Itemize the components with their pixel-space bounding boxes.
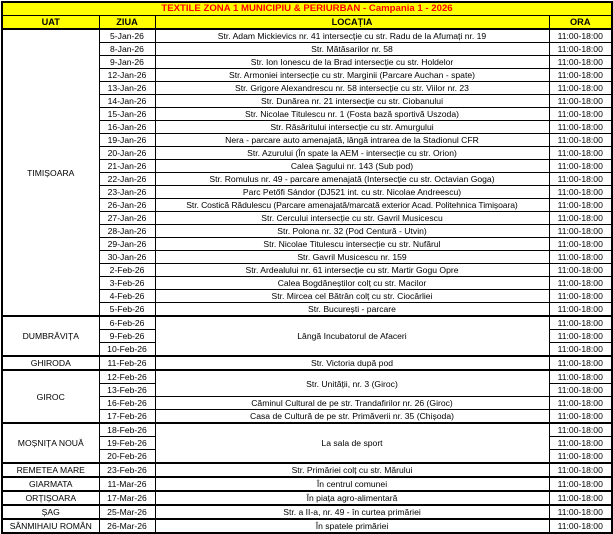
column-header-ora: ORA	[549, 16, 612, 30]
time-cell: 11:00-18:00	[549, 491, 612, 505]
date-cell: 26-Mar-26	[99, 519, 155, 533]
date-cell: 26-Jan-26	[99, 199, 155, 212]
table-title: TEXTILE ZONA 1 MUNICIPIU & PERIURBAN - Campania 1 - 2026	[2, 2, 612, 16]
location-cell: În spatele primăriei	[155, 519, 549, 533]
table-row	[2, 356, 612, 370]
table-row	[2, 491, 612, 505]
table-row	[2, 463, 612, 477]
time-cell: 11:00-18:00	[549, 160, 612, 173]
time-cell: 11:00-18:00	[549, 199, 612, 212]
time-cell: 11:00-18:00	[549, 264, 612, 277]
column-header-ziua: ZIUA	[99, 16, 155, 30]
date-cell: 10-Feb-26	[99, 343, 155, 357]
date-cell: 20-Jan-26	[99, 147, 155, 160]
location-cell: Str. Gavril Musicescu nr. 159	[155, 251, 549, 264]
time-cell: 11:00-18:00	[549, 277, 612, 290]
location-cell: Str. Azurului (În spate la AEM - intersecție cu str. Orion)	[155, 147, 549, 160]
location-cell: În piața agro-alimentară	[155, 491, 549, 505]
date-cell: 17-Mar-26	[99, 491, 155, 505]
location-cell: Calea Șagului nr. 143 (Sub pod)	[155, 160, 549, 173]
date-cell: 16-Jan-26	[99, 121, 155, 134]
time-cell: 11:00-18:00	[549, 423, 612, 437]
date-cell: 25-Mar-26	[99, 505, 155, 519]
uat-cell: ORȚIȘOARA	[2, 491, 99, 505]
date-cell: 5-Feb-26	[99, 303, 155, 317]
time-cell: 11:00-18:00	[549, 95, 612, 108]
uat-cell: REMETEA MARE	[2, 463, 99, 477]
location-cell: Str. Grigore Alexandrescu nr. 58 intersecție cu str. Viilor nr. 23	[155, 82, 549, 95]
table-row	[2, 316, 612, 330]
time-cell: 11:00-18:00	[549, 370, 612, 384]
date-cell: 9-Feb-26	[99, 330, 155, 343]
date-cell: 13-Feb-26	[99, 384, 155, 397]
table-row	[2, 29, 612, 43]
location-cell: Str. Răsăritului intersecție cu str. Amurgului	[155, 121, 549, 134]
date-cell: 4-Feb-26	[99, 290, 155, 303]
date-cell: 29-Jan-26	[99, 238, 155, 251]
time-cell: 11:00-18:00	[549, 316, 612, 330]
location-cell: Casa de Cultură de pe str. Primăverii nr. 35 (Chișoda)	[155, 410, 549, 424]
time-cell: 11:00-18:00	[549, 121, 612, 134]
time-cell: 11:00-18:00	[549, 147, 612, 160]
time-cell: 11:00-18:00	[549, 505, 612, 519]
location-cell: Str. Cercului intersecție cu str. Gavril Musicescu	[155, 212, 549, 225]
location-cell: Str. a II-a, nr. 49 - în curtea primăriei	[155, 505, 549, 519]
time-cell: 11:00-18:00	[549, 134, 612, 147]
date-cell: 3-Feb-26	[99, 277, 155, 290]
date-cell: 5-Jan-26	[99, 29, 155, 43]
location-cell: În centrul comunei	[155, 477, 549, 491]
date-cell: 14-Jan-26	[99, 95, 155, 108]
time-cell: 11:00-18:00	[549, 450, 612, 464]
schedule-body	[2, 29, 612, 533]
column-header-locatia: LOCAȚIA	[155, 16, 549, 30]
time-cell: 11:00-18:00	[549, 463, 612, 477]
time-cell: 11:00-18:00	[549, 384, 612, 397]
location-cell: Calea Bogdăneștilor colț cu str. Macilor	[155, 277, 549, 290]
location-cell: Str. Armoniei intersecție cu str. Marginii (Parcare Auchan - spate)	[155, 69, 549, 82]
location-cell: La sala de sport	[155, 423, 549, 463]
date-cell: 28-Jan-26	[99, 225, 155, 238]
date-cell: 6-Feb-26	[99, 316, 155, 330]
uat-cell: SÂNMIHAIU ROMÂN	[2, 519, 99, 533]
date-cell: 12-Feb-26	[99, 370, 155, 384]
location-cell: Str. Polona nr. 32 (Pod Centură - Utvin)	[155, 225, 549, 238]
time-cell: 11:00-18:00	[549, 477, 612, 491]
table-row	[2, 519, 612, 533]
date-cell: 27-Jan-26	[99, 212, 155, 225]
location-cell: Str. Ion Ionescu de la Brad intersecție cu str. Holdelor	[155, 56, 549, 69]
time-cell: 11:00-18:00	[549, 225, 612, 238]
date-cell: 13-Jan-26	[99, 82, 155, 95]
schedule-sheet	[0, 1, 612, 531]
date-cell: 8-Jan-26	[99, 43, 155, 56]
location-cell: Str. Costică Rădulescu (Parcare amenajată/marcată exterior Acad. Politehnica Timișoara)	[155, 199, 549, 212]
time-cell: 11:00-18:00	[549, 330, 612, 343]
date-cell: 30-Jan-26	[99, 251, 155, 264]
table-row	[2, 477, 612, 491]
time-cell: 11:00-18:00	[549, 356, 612, 370]
time-cell: 11:00-18:00	[549, 251, 612, 264]
location-cell: Str. Mircea cel Bătrân colț cu str. Ciocârliei	[155, 290, 549, 303]
date-cell: 15-Jan-26	[99, 108, 155, 121]
location-cell: Str. Unității, nr. 3 (Giroc)	[155, 370, 549, 397]
time-cell: 11:00-18:00	[549, 212, 612, 225]
time-cell: 11:00-18:00	[549, 437, 612, 450]
location-cell: Str. Adam Mickievics nr. 41 intersecție cu str. Radu de la Afumați nr. 19	[155, 29, 549, 43]
title-row	[2, 2, 612, 16]
time-cell: 11:00-18:00	[549, 290, 612, 303]
time-cell: 11:00-18:00	[549, 82, 612, 95]
uat-cell: GIROC	[2, 370, 99, 423]
location-cell: Căminul Cultural de pe str. Trandafirilor nr. 26 (Giroc)	[155, 397, 549, 410]
time-cell: 11:00-18:00	[549, 343, 612, 357]
time-cell: 11:00-18:00	[549, 56, 612, 69]
time-cell: 11:00-18:00	[549, 519, 612, 533]
location-cell: Str. Nicolae Titulescu intersecție cu str. Nufărul	[155, 238, 549, 251]
date-cell: 18-Feb-26	[99, 423, 155, 437]
time-cell: 11:00-18:00	[549, 186, 612, 199]
location-cell: Str. București - parcare	[155, 303, 549, 317]
date-cell: 17-Feb-26	[99, 410, 155, 424]
date-cell: 21-Jan-26	[99, 160, 155, 173]
table-row	[2, 423, 612, 437]
location-cell: Str. Romulus nr. 49 - parcare amenajată (Intersecție cu str. Octavian Goga)	[155, 173, 549, 186]
date-cell: 23-Feb-26	[99, 463, 155, 477]
date-cell: 16-Feb-26	[99, 397, 155, 410]
location-cell: Str. Ardealului nr. 61 intersecție cu str. Martir Gogu Opre	[155, 264, 549, 277]
table-row	[2, 505, 612, 519]
time-cell: 11:00-18:00	[549, 69, 612, 82]
time-cell: 11:00-18:00	[549, 303, 612, 317]
date-cell: 11-Feb-26	[99, 356, 155, 370]
uat-cell: MOȘNIȚA NOUĂ	[2, 423, 99, 463]
header-row	[2, 16, 612, 30]
location-cell: Nera - parcare auto amenajată, lângă intrarea de la Stadionul CFR	[155, 134, 549, 147]
uat-cell: GHIRODA	[2, 356, 99, 370]
location-cell: Str. Victoria după pod	[155, 356, 549, 370]
date-cell: 9-Jan-26	[99, 56, 155, 69]
date-cell: 20-Feb-26	[99, 450, 155, 464]
date-cell: 23-Jan-26	[99, 186, 155, 199]
location-cell: Str. Nicolae Titulescu nr. 1 (Fosta bază sportivă Uszoda)	[155, 108, 549, 121]
time-cell: 11:00-18:00	[549, 238, 612, 251]
time-cell: 11:00-18:00	[549, 43, 612, 56]
time-cell: 11:00-18:00	[549, 173, 612, 186]
location-cell: Str. Mătăsarilor nr. 58	[155, 43, 549, 56]
textile-collection-schedule-table	[1, 1, 613, 534]
date-cell: 19-Jan-26	[99, 134, 155, 147]
time-cell: 11:00-18:00	[549, 397, 612, 410]
time-cell: 11:00-18:00	[549, 410, 612, 424]
uat-cell: GIARMATA	[2, 477, 99, 491]
date-cell: 12-Jan-26	[99, 69, 155, 82]
location-cell: Lângă Incubatorul de Afaceri	[155, 316, 549, 356]
uat-cell: ȘAG	[2, 505, 99, 519]
location-cell: Str. Primăriei colț cu str. Mărului	[155, 463, 549, 477]
date-cell: 2-Feb-26	[99, 264, 155, 277]
uat-cell: TIMIȘOARA	[2, 29, 99, 316]
time-cell: 11:00-18:00	[549, 29, 612, 43]
location-cell: Str. Dunărea nr. 21 intersecție cu str. Ciobanului	[155, 95, 549, 108]
date-cell: 11-Mar-26	[99, 477, 155, 491]
date-cell: 22-Jan-26	[99, 173, 155, 186]
date-cell: 19-Feb-26	[99, 437, 155, 450]
time-cell: 11:00-18:00	[549, 108, 612, 121]
uat-cell: DUMBRĂVIȚA	[2, 316, 99, 356]
table-row	[2, 370, 612, 384]
location-cell: Parc Petőfi Sándor (DJ521 int. cu str. Nicolae Andreescu)	[155, 186, 549, 199]
column-header-uat: UAT	[2, 16, 99, 30]
